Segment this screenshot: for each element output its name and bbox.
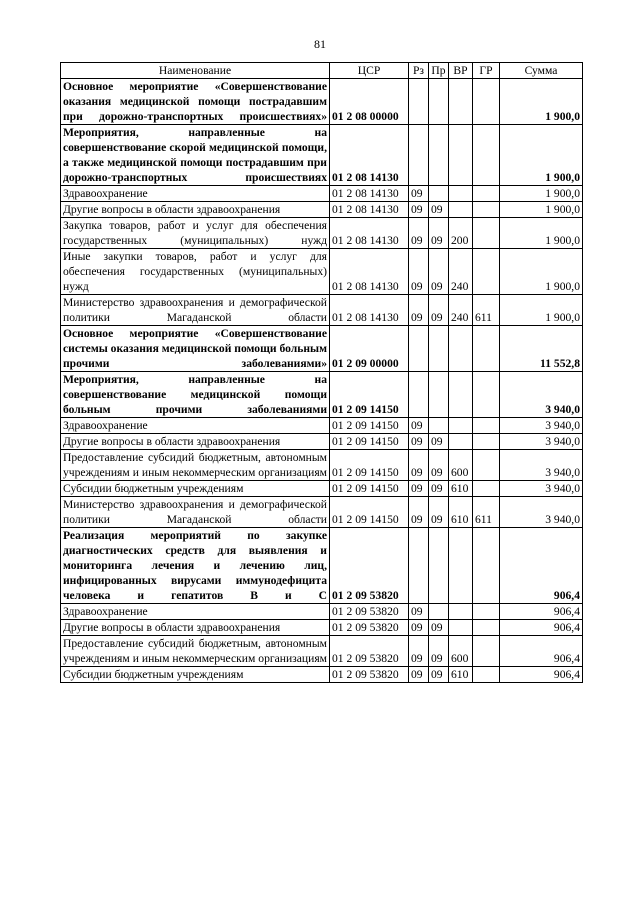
table-row — [61, 620, 583, 636]
cell-name: Мероприятия, направленные на совершенствование медицинской помощи больным прочими заболеваниями — [61, 372, 330, 418]
cell-pr: 09 — [429, 249, 449, 295]
cell-csr: 01 2 09 14150 — [330, 418, 409, 434]
cell-rz: 09 — [409, 218, 429, 249]
cell-sum: 3 940,0 — [500, 497, 583, 528]
cell-rz: 09 — [409, 636, 429, 667]
cell-vr — [449, 125, 473, 186]
header-rz: Рз — [409, 63, 429, 79]
cell-pr — [429, 418, 449, 434]
cell-gr — [473, 528, 500, 604]
cell-sum: 1 900,0 — [500, 295, 583, 326]
cell-pr: 09 — [429, 497, 449, 528]
cell-sum: 1 900,0 — [500, 186, 583, 202]
table-row — [61, 249, 583, 295]
cell-vr: 600 — [449, 450, 473, 481]
table-row — [61, 186, 583, 202]
cell-sum: 3 940,0 — [500, 450, 583, 481]
cell-gr — [473, 79, 500, 125]
cell-rz: 09 — [409, 497, 429, 528]
cell-gr — [473, 218, 500, 249]
table-row — [61, 497, 583, 528]
table-row — [61, 295, 583, 326]
cell-sum: 1 900,0 — [500, 249, 583, 295]
budget-table — [60, 62, 583, 683]
table-row — [61, 218, 583, 249]
cell-csr: 01 2 09 53820 — [330, 620, 409, 636]
cell-csr: 01 2 09 00000 — [330, 326, 409, 372]
cell-csr: 01 2 09 53820 — [330, 667, 409, 683]
cell-vr — [449, 202, 473, 218]
cell-csr: 01 2 09 53820 — [330, 528, 409, 604]
cell-pr: 09 — [429, 481, 449, 497]
table-row — [61, 528, 583, 604]
cell-csr: 01 2 08 14130 — [330, 202, 409, 218]
cell-rz: 09 — [409, 434, 429, 450]
cell-csr: 01 2 09 14150 — [330, 481, 409, 497]
cell-name: Министерство здравоохранения и демографической политики Магаданской области — [61, 295, 330, 326]
cell-vr — [449, 79, 473, 125]
header-name: Наименование — [61, 63, 330, 79]
cell-sum: 906,4 — [500, 604, 583, 620]
cell-gr — [473, 372, 500, 418]
cell-csr: 01 2 08 14130 — [330, 125, 409, 186]
cell-pr — [429, 528, 449, 604]
cell-pr — [429, 326, 449, 372]
cell-rz: 09 — [409, 667, 429, 683]
cell-csr: 01 2 09 14150 — [330, 497, 409, 528]
cell-sum: 1 900,0 — [500, 218, 583, 249]
cell-rz — [409, 528, 429, 604]
cell-rz: 09 — [409, 202, 429, 218]
cell-pr: 09 — [429, 620, 449, 636]
cell-vr: 610 — [449, 497, 473, 528]
cell-name: Другие вопросы в области здравоохранения — [61, 620, 330, 636]
cell-pr — [429, 125, 449, 186]
cell-csr: 01 2 09 14150 — [330, 450, 409, 481]
cell-pr: 09 — [429, 450, 449, 481]
cell-sum: 906,4 — [500, 636, 583, 667]
cell-name: Основное мероприятие «Совершенствование системы оказания медицинской помощи больным прочими заболеваниями» — [61, 326, 330, 372]
cell-name: Закупка товаров, работ и услуг для обеспечения государственных (муниципальных) нужд — [61, 218, 330, 249]
cell-name: Здравоохранение — [61, 418, 330, 434]
cell-csr: 01 2 08 14130 — [330, 249, 409, 295]
cell-sum: 3 940,0 — [500, 372, 583, 418]
cell-sum: 11 552,8 — [500, 326, 583, 372]
cell-name: Министерство здравоохранения и демографической политики Магаданской области — [61, 497, 330, 528]
cell-sum: 1 900,0 — [500, 202, 583, 218]
cell-pr — [429, 186, 449, 202]
cell-name: Реализация мероприятий по закупке диагностических средств для выявления и мониторинга лечения и лечению лиц, инфицированных вирусами иммунодефицита человека и гепатитов В и С — [61, 528, 330, 604]
cell-vr: 600 — [449, 636, 473, 667]
cell-rz: 09 — [409, 481, 429, 497]
header-csr: ЦСР — [330, 63, 409, 79]
table-row — [61, 434, 583, 450]
cell-gr — [473, 202, 500, 218]
cell-vr — [449, 620, 473, 636]
table-row — [61, 450, 583, 481]
cell-csr: 01 2 08 00000 — [330, 79, 409, 125]
cell-csr: 01 2 08 14130 — [330, 186, 409, 202]
cell-name: Здравоохранение — [61, 604, 330, 620]
cell-sum: 906,4 — [500, 528, 583, 604]
cell-vr — [449, 372, 473, 418]
cell-pr: 09 — [429, 202, 449, 218]
cell-csr: 01 2 09 53820 — [330, 604, 409, 620]
cell-rz: 09 — [409, 295, 429, 326]
table-row — [61, 667, 583, 683]
cell-name: Субсидии бюджетным учреждениям — [61, 481, 330, 497]
cell-name: Основное мероприятие «Совершенствование оказания медицинской помощи пострадавшим при дорожно-транспортных происшествиях» — [61, 79, 330, 125]
cell-gr — [473, 418, 500, 434]
cell-rz: 09 — [409, 249, 429, 295]
cell-rz: 09 — [409, 418, 429, 434]
cell-vr: 240 — [449, 249, 473, 295]
header-pr: Пр — [429, 63, 449, 79]
cell-pr: 09 — [429, 636, 449, 667]
cell-name: Предоставление субсидий бюджетным, автономным учреждениям и иным некоммерческим организациям — [61, 636, 330, 667]
table-row — [61, 79, 583, 125]
cell-gr — [473, 125, 500, 186]
cell-pr: 09 — [429, 218, 449, 249]
cell-vr — [449, 604, 473, 620]
cell-name: Здравоохранение — [61, 186, 330, 202]
cell-gr — [473, 667, 500, 683]
cell-name: Иные закупки товаров, работ и услуг для обеспечения государственных (муниципальных) нужд — [61, 249, 330, 295]
table-row — [61, 326, 583, 372]
cell-csr: 01 2 08 14130 — [330, 295, 409, 326]
cell-pr — [429, 79, 449, 125]
table-row — [61, 636, 583, 667]
cell-rz — [409, 326, 429, 372]
cell-rz: 09 — [409, 620, 429, 636]
cell-pr: 09 — [429, 434, 449, 450]
cell-gr — [473, 481, 500, 497]
cell-gr — [473, 620, 500, 636]
cell-name: Предоставление субсидий бюджетным, автономным учреждениям и иным некоммерческим организациям — [61, 450, 330, 481]
header-sum: Сумма — [500, 63, 583, 79]
cell-gr: 611 — [473, 295, 500, 326]
cell-csr: 01 2 09 14150 — [330, 372, 409, 418]
cell-gr — [473, 604, 500, 620]
cell-rz — [409, 79, 429, 125]
table-row — [61, 202, 583, 218]
table-row — [61, 481, 583, 497]
cell-gr — [473, 249, 500, 295]
table-body — [61, 79, 583, 683]
cell-vr — [449, 528, 473, 604]
cell-sum: 906,4 — [500, 667, 583, 683]
cell-vr — [449, 434, 473, 450]
header-vr: ВР — [449, 63, 473, 79]
cell-name: Другие вопросы в области здравоохранения — [61, 434, 330, 450]
table-row — [61, 372, 583, 418]
cell-rz — [409, 125, 429, 186]
cell-csr: 01 2 09 14150 — [330, 434, 409, 450]
cell-csr: 01 2 09 53820 — [330, 636, 409, 667]
table-row — [61, 125, 583, 186]
cell-pr: 09 — [429, 667, 449, 683]
header-gr: ГР — [473, 63, 500, 79]
cell-sum: 3 940,0 — [500, 418, 583, 434]
cell-sum: 3 940,0 — [500, 481, 583, 497]
cell-gr — [473, 434, 500, 450]
table-header-row — [61, 63, 583, 79]
cell-vr: 200 — [449, 218, 473, 249]
cell-sum: 1 900,0 — [500, 125, 583, 186]
cell-gr — [473, 450, 500, 481]
cell-rz: 09 — [409, 186, 429, 202]
cell-rz: 09 — [409, 450, 429, 481]
cell-gr — [473, 326, 500, 372]
cell-sum: 906,4 — [500, 620, 583, 636]
cell-pr — [429, 604, 449, 620]
cell-gr: 611 — [473, 497, 500, 528]
cell-rz — [409, 372, 429, 418]
cell-gr — [473, 186, 500, 202]
cell-pr: 09 — [429, 295, 449, 326]
cell-vr — [449, 326, 473, 372]
cell-sum: 3 940,0 — [500, 434, 583, 450]
cell-name: Мероприятия, направленные на совершенствование скорой медицинской помощи, а также медицинской помощи пострадавшим при дорожно-транспортных происшествиях — [61, 125, 330, 186]
cell-sum: 1 900,0 — [500, 79, 583, 125]
cell-vr: 240 — [449, 295, 473, 326]
cell-vr — [449, 186, 473, 202]
cell-gr — [473, 636, 500, 667]
cell-name: Другие вопросы в области здравоохранения — [61, 202, 330, 218]
cell-vr: 610 — [449, 481, 473, 497]
page-number: 81 — [314, 37, 326, 51]
table-row — [61, 604, 583, 620]
cell-vr — [449, 418, 473, 434]
cell-vr: 610 — [449, 667, 473, 683]
cell-name: Субсидии бюджетным учреждениям — [61, 667, 330, 683]
cell-pr — [429, 372, 449, 418]
cell-rz: 09 — [409, 604, 429, 620]
cell-csr: 01 2 08 14130 — [330, 218, 409, 249]
table-row — [61, 418, 583, 434]
